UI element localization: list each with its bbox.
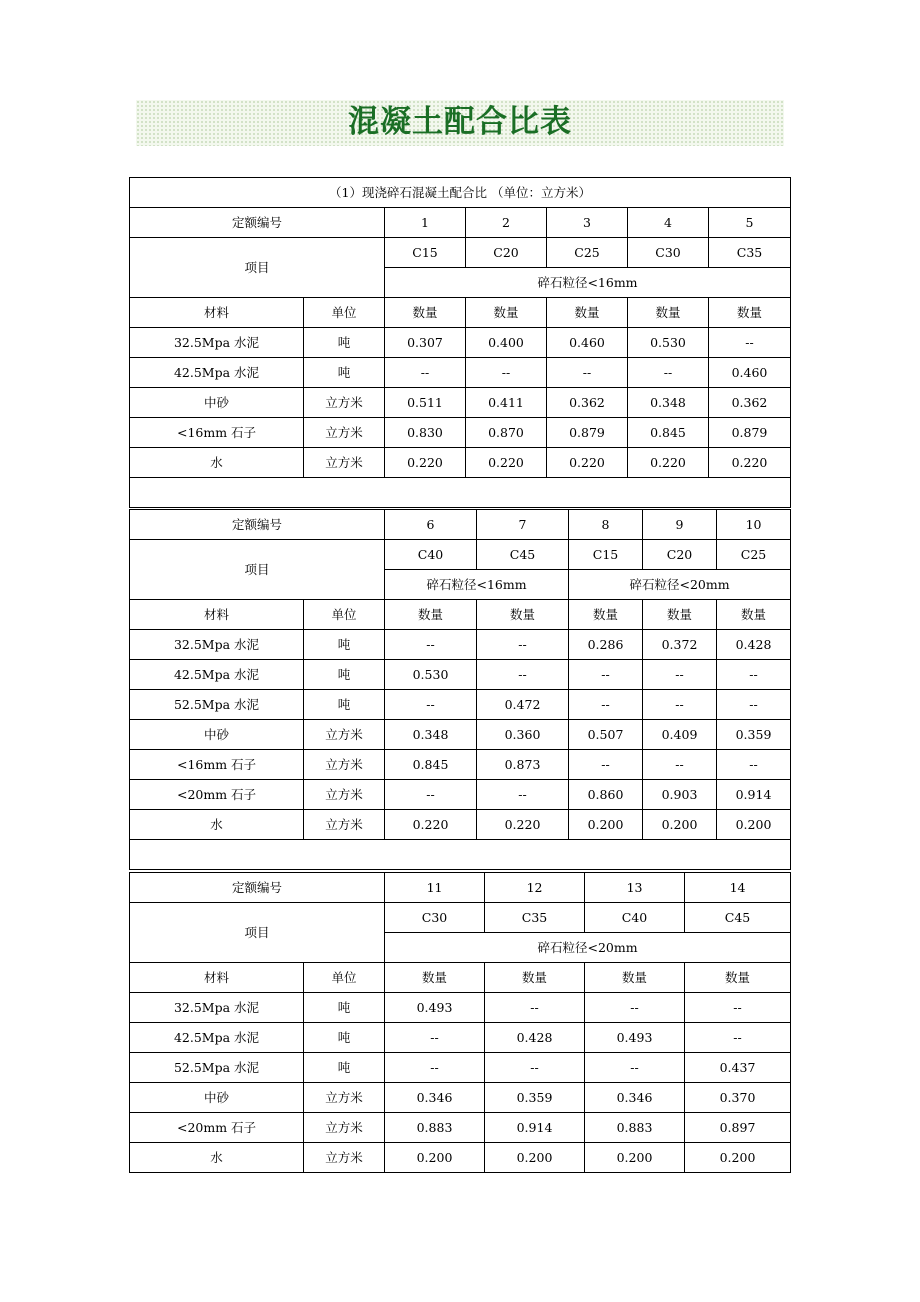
value-cell: 0.511 (385, 388, 466, 418)
unit-cell: 立方米 (304, 750, 385, 780)
page-title: 混凝土配合比表 (348, 104, 572, 140)
mix-table-2 (129, 509, 791, 870)
material-header: 材料 (130, 963, 304, 993)
unit-cell: 立方米 (304, 448, 385, 478)
qty-header: 数量 (485, 963, 585, 993)
unit-cell: 吨 (304, 358, 385, 388)
value-cell: -- (643, 660, 717, 690)
qty-header: 数量 (709, 298, 791, 328)
value-cell: 0.428 (485, 1023, 585, 1053)
unit-header: 单位 (304, 298, 385, 328)
value-cell: -- (685, 1023, 791, 1053)
value-cell: 0.845 (628, 418, 709, 448)
value-cell: -- (585, 993, 685, 1023)
grade-cell: C45 (685, 903, 791, 933)
code-cell: 3 (547, 208, 628, 238)
code-cell: 12 (485, 873, 585, 903)
value-cell: 0.362 (709, 388, 791, 418)
value-cell: -- (385, 690, 477, 720)
grade-cell: C35 (485, 903, 585, 933)
qty-header: 数量 (385, 963, 485, 993)
unit-cell: 吨 (304, 660, 385, 690)
code-label: 定额编号 (130, 873, 385, 903)
unit-cell: 吨 (304, 993, 385, 1023)
value-cell: 0.286 (569, 630, 643, 660)
value-cell: 0.914 (485, 1113, 585, 1143)
material-cell: 水 (130, 448, 304, 478)
code-cell: 4 (628, 208, 709, 238)
unit-cell: 吨 (304, 630, 385, 660)
item-label: 项目 (130, 238, 385, 298)
mix-table-1 (129, 177, 791, 508)
value-cell: 0.883 (385, 1113, 485, 1143)
value-cell: -- (466, 358, 547, 388)
value-cell: 0.460 (547, 328, 628, 358)
value-cell: 0.903 (643, 780, 717, 810)
grade-cell: C40 (585, 903, 685, 933)
value-cell: 0.428 (717, 630, 791, 660)
grade-cell: C20 (466, 238, 547, 268)
material-cell: 52.5Mpa 水泥 (130, 1053, 304, 1083)
material-header: 材料 (130, 600, 304, 630)
value-cell: 0.200 (385, 1143, 485, 1173)
material-cell: 32.5Mpa 水泥 (130, 630, 304, 660)
material-cell: <16mm 石子 (130, 418, 304, 448)
material-cell: 52.5Mpa 水泥 (130, 690, 304, 720)
material-cell: 32.5Mpa 水泥 (130, 993, 304, 1023)
unit-cell: 立方米 (304, 418, 385, 448)
value-cell: 0.220 (466, 448, 547, 478)
table-row (130, 750, 791, 780)
table-row (130, 388, 791, 418)
material-cell: 中砂 (130, 720, 304, 750)
material-cell: 42.5Mpa 水泥 (130, 358, 304, 388)
qty-header: 数量 (477, 600, 569, 630)
value-cell: 0.530 (628, 328, 709, 358)
material-cell: <20mm 石子 (130, 780, 304, 810)
unit-cell: 吨 (304, 690, 385, 720)
value-cell: -- (643, 690, 717, 720)
value-cell: 0.411 (466, 388, 547, 418)
qty-header: 数量 (685, 963, 791, 993)
unit-cell: 立方米 (304, 388, 385, 418)
qty-header: 数量 (385, 298, 466, 328)
value-cell: 0.437 (685, 1053, 791, 1083)
value-cell: 0.372 (643, 630, 717, 660)
value-cell: -- (485, 1053, 585, 1083)
unit-cell: 吨 (304, 328, 385, 358)
value-cell: 0.220 (385, 448, 466, 478)
table-row (130, 1113, 791, 1143)
qty-header: 数量 (717, 600, 791, 630)
unit-header: 单位 (304, 600, 385, 630)
material-cell: 42.5Mpa 水泥 (130, 1023, 304, 1053)
unit-cell: 立方米 (304, 1083, 385, 1113)
code-cell: 7 (477, 510, 569, 540)
grade-cell: C20 (643, 540, 717, 570)
table-row (130, 1053, 791, 1083)
value-cell: 0.873 (477, 750, 569, 780)
value-cell: 0.845 (385, 750, 477, 780)
value-cell: -- (628, 358, 709, 388)
table-row (130, 1143, 791, 1173)
code-cell: 8 (569, 510, 643, 540)
value-cell: 0.493 (385, 993, 485, 1023)
value-cell: -- (585, 1053, 685, 1083)
empty-row (130, 840, 791, 870)
table-caption: （1）现浇碎石混凝土配合比 （单位：立方米） (130, 178, 791, 208)
code-cell: 14 (685, 873, 791, 903)
value-cell: -- (385, 1023, 485, 1053)
grade-cell: C45 (477, 540, 569, 570)
qty-header: 数量 (628, 298, 709, 328)
table-row (130, 1083, 791, 1113)
value-cell: 0.409 (643, 720, 717, 750)
value-cell: 0.200 (717, 810, 791, 840)
value-cell: -- (385, 780, 477, 810)
unit-cell: 立方米 (304, 1143, 385, 1173)
value-cell: 0.220 (628, 448, 709, 478)
qty-header: 数量 (466, 298, 547, 328)
code-cell: 5 (709, 208, 791, 238)
value-cell: -- (717, 690, 791, 720)
value-cell: -- (477, 660, 569, 690)
qty-header: 数量 (385, 600, 477, 630)
unit-cell: 立方米 (304, 1113, 385, 1143)
value-cell: -- (717, 660, 791, 690)
grade-cell: C15 (569, 540, 643, 570)
value-cell: 0.400 (466, 328, 547, 358)
value-cell: -- (685, 993, 791, 1023)
unit-header: 单位 (304, 963, 385, 993)
value-cell: -- (477, 630, 569, 660)
value-cell: 0.200 (585, 1143, 685, 1173)
material-cell: <16mm 石子 (130, 750, 304, 780)
mix-table-3 (129, 872, 791, 1173)
value-cell: 0.507 (569, 720, 643, 750)
value-cell: 0.220 (709, 448, 791, 478)
qty-header: 数量 (585, 963, 685, 993)
value-cell: 0.346 (385, 1083, 485, 1113)
code-label: 定额编号 (130, 510, 385, 540)
code-cell: 1 (385, 208, 466, 238)
value-cell: 0.870 (466, 418, 547, 448)
material-cell: 中砂 (130, 1083, 304, 1113)
value-cell: -- (569, 660, 643, 690)
value-cell: 0.200 (485, 1143, 585, 1173)
table-row (130, 720, 791, 750)
table-row (130, 1023, 791, 1053)
value-cell: 0.307 (385, 328, 466, 358)
value-cell: 0.200 (643, 810, 717, 840)
value-cell: -- (385, 1053, 485, 1083)
table-row (130, 448, 791, 478)
value-cell: 0.530 (385, 660, 477, 690)
material-cell: 42.5Mpa 水泥 (130, 660, 304, 690)
value-cell: 0.879 (547, 418, 628, 448)
code-cell: 13 (585, 873, 685, 903)
value-cell: -- (477, 780, 569, 810)
material-header: 材料 (130, 298, 304, 328)
material-cell: 32.5Mpa 水泥 (130, 328, 304, 358)
qty-header: 数量 (569, 600, 643, 630)
aggregate-group: 碎石粒径<16mm (385, 268, 791, 298)
value-cell: 0.460 (709, 358, 791, 388)
qty-header: 数量 (547, 298, 628, 328)
value-cell: -- (547, 358, 628, 388)
value-cell: 0.370 (685, 1083, 791, 1113)
value-cell: 0.897 (685, 1113, 791, 1143)
table-row (130, 780, 791, 810)
grade-cell: C30 (385, 903, 485, 933)
material-cell: 中砂 (130, 388, 304, 418)
item-label: 项目 (130, 540, 385, 600)
value-cell: -- (709, 328, 791, 358)
value-cell: -- (569, 690, 643, 720)
material-cell: 水 (130, 810, 304, 840)
unit-cell: 吨 (304, 1023, 385, 1053)
value-cell: 0.348 (385, 720, 477, 750)
value-cell: 0.220 (547, 448, 628, 478)
value-cell: -- (385, 630, 477, 660)
aggregate-group: 碎石粒径<16mm (385, 570, 569, 600)
value-cell: -- (643, 750, 717, 780)
value-cell: 0.914 (717, 780, 791, 810)
value-cell: 0.362 (547, 388, 628, 418)
qty-header: 数量 (643, 600, 717, 630)
table-row (130, 630, 791, 660)
grade-cell: C35 (709, 238, 791, 268)
unit-cell: 立方米 (304, 810, 385, 840)
value-cell: 0.200 (685, 1143, 791, 1173)
material-cell: 水 (130, 1143, 304, 1173)
material-cell: <20mm 石子 (130, 1113, 304, 1143)
item-label: 项目 (130, 903, 385, 963)
value-cell: 0.360 (477, 720, 569, 750)
grade-cell: C40 (385, 540, 477, 570)
code-cell: 9 (643, 510, 717, 540)
value-cell: 0.860 (569, 780, 643, 810)
code-cell: 2 (466, 208, 547, 238)
value-cell: 0.883 (585, 1113, 685, 1143)
code-label: 定额编号 (130, 208, 385, 238)
value-cell: 0.220 (477, 810, 569, 840)
value-cell: 0.359 (485, 1083, 585, 1113)
code-cell: 10 (717, 510, 791, 540)
empty-row (130, 478, 791, 508)
table-row (130, 993, 791, 1023)
table-row (130, 328, 791, 358)
value-cell: -- (569, 750, 643, 780)
value-cell: -- (485, 993, 585, 1023)
value-cell: 0.830 (385, 418, 466, 448)
value-cell: -- (717, 750, 791, 780)
table-row (130, 810, 791, 840)
value-cell: 0.220 (385, 810, 477, 840)
grade-cell: C25 (547, 238, 628, 268)
value-cell: -- (385, 358, 466, 388)
value-cell: 0.472 (477, 690, 569, 720)
grade-cell: C15 (385, 238, 466, 268)
code-cell: 6 (385, 510, 477, 540)
value-cell: 0.200 (569, 810, 643, 840)
table-row (130, 690, 791, 720)
grade-cell: C30 (628, 238, 709, 268)
code-cell: 11 (385, 873, 485, 903)
table-row (130, 358, 791, 388)
aggregate-group: 碎石粒径<20mm (385, 933, 791, 963)
value-cell: 0.346 (585, 1083, 685, 1113)
grade-cell: C25 (717, 540, 791, 570)
value-cell: 0.359 (717, 720, 791, 750)
table-row (130, 660, 791, 690)
value-cell: 0.348 (628, 388, 709, 418)
value-cell: 0.493 (585, 1023, 685, 1053)
value-cell: 0.879 (709, 418, 791, 448)
table-row (130, 418, 791, 448)
aggregate-group: 碎石粒径<20mm (569, 570, 791, 600)
unit-cell: 吨 (304, 1053, 385, 1083)
unit-cell: 立方米 (304, 720, 385, 750)
unit-cell: 立方米 (304, 780, 385, 810)
